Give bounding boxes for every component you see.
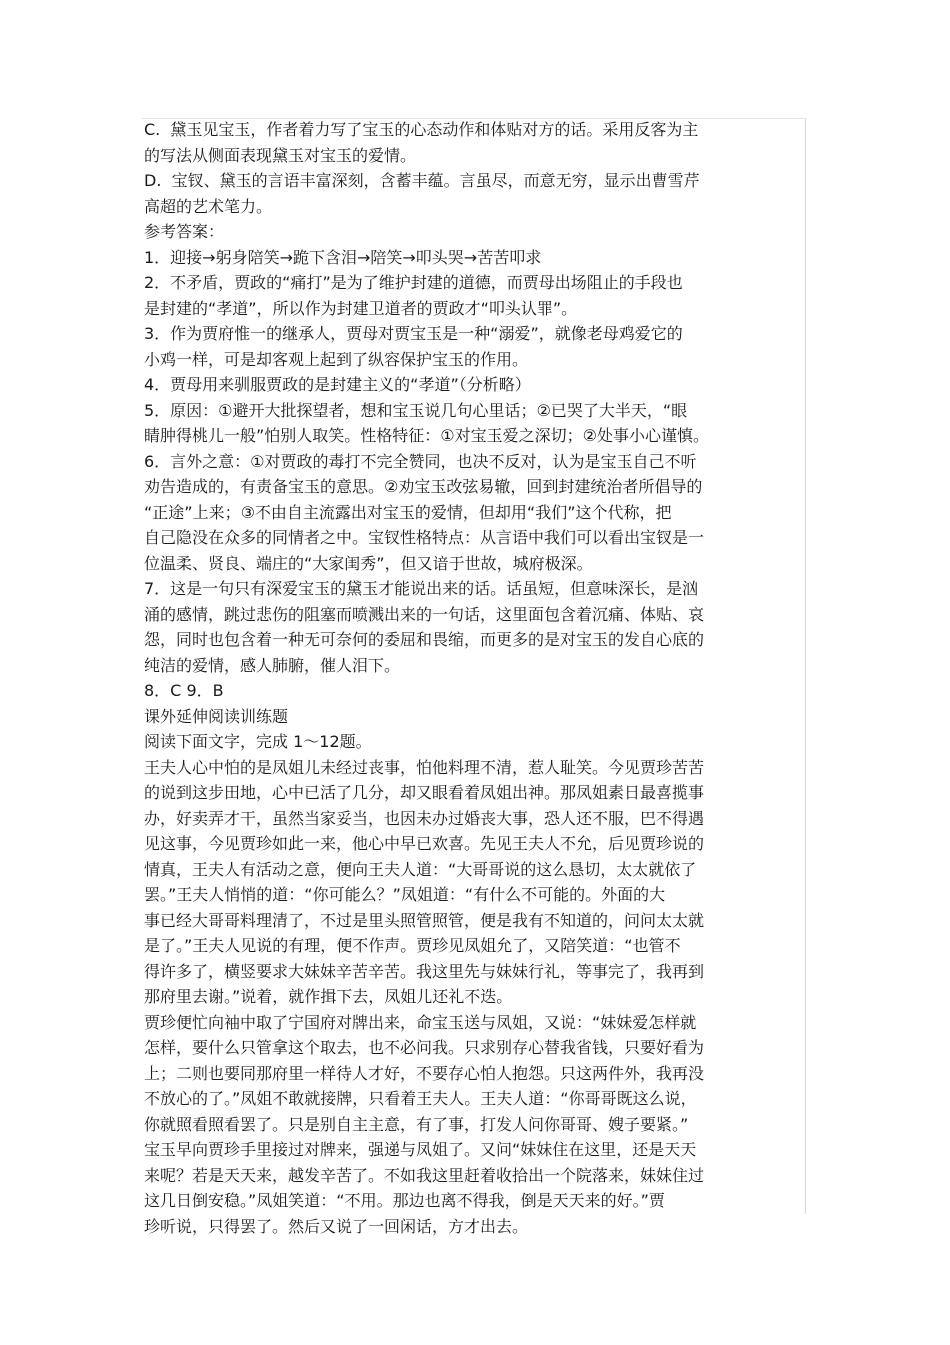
text-line: 情真，王夫人有活动之意，便向王夫人道：“大哥哥说的这么恳切，太太就依了 <box>144 859 697 879</box>
text-line: C. 黛玉见宝玉，作者着力写了宝玉的心态动作和体贴对方的话。采用反客为主 <box>144 120 699 139</box>
text-line: 不放心的了。”凤姐不敢就接牌，只看着王夫人。王夫人道：“你哥哥既这么说， <box>144 1089 697 1108</box>
text-line: 来呢？若是天天来，越发辛苦了。不如我这里赶着收拾出一个院落来，妹妹住过 <box>144 1165 705 1185</box>
text-line: 上；二则也要同那府里一样待人才好，不要存心怕人抱怨。只这两件外，我再没 <box>144 1063 705 1083</box>
text-line: 高超的艺术笔力。 <box>144 196 273 216</box>
section-heading-answers: 参考答案： <box>144 222 225 241</box>
text-line: 这几日倒安稳。”凤姐笑道：“不用。那边也离不得我，倒是天天来的好。”贾 <box>144 1191 665 1210</box>
text-line: 劝告造成的，有责备宝玉的意思。②劝宝玉改弦易辙，回到封建统治者所倡导的 <box>144 477 703 496</box>
text-line: 是了。”王夫人见说的有理，便不作声。贾珍见凤姐允了，又陪笑道：“也管不 <box>144 936 681 955</box>
text-line: 7．这是一句只有深爱宝玉的黛玉才能说出来的话。话虽短，但意味深长，是汹 <box>144 579 699 598</box>
text-line: 你就照看照看罢了。只是别自主主意，有了事，打发人问你哥哥、嫂子要紧。” <box>144 1114 689 1134</box>
text-line: D. 宝钗、黛玉的言语丰富深刻，含蓄丰蕴。言虽尽，而意无穷，显示出曹雪芹 <box>144 171 700 190</box>
document-text-body <box>144 117 804 1239</box>
text-line: 睛肿得桃儿一般”怕别人取笑。性格特征：①对宝玉爱之深切；②处事小心谨慎。 <box>144 426 709 445</box>
text-line: 那府里去谢。”说着，就作揖下去，凤姐儿还礼不迭。 <box>144 987 513 1006</box>
text-line: 罢。”王夫人悄悄的道：“你可能么？”凤姐道：“有什么不可能的。外面的大 <box>144 885 666 904</box>
text-line: 3．作为贾府惟一的继承人，贾母对贾宝玉是一种“溺爱”，就像老母鸡爱它的 <box>144 324 683 343</box>
text-line: 宝玉早向贾珍手里接过对牌来，强递与凤姐了。又问“妹妹住在这里，还是天天 <box>144 1140 697 1159</box>
text-line: “正途”上来；③不由自主流露出对宝玉的爱情，但却用“我们”这个代称，把 <box>144 502 672 522</box>
text-line: 纯洁的爱情，感人肺腑，催人泪下。 <box>144 655 401 675</box>
text-line: 自己隐没在众多的同情者之中。宝钗性格特点：从言语中我们可以看出宝钗是一 <box>144 528 705 547</box>
text-line: 4．贾母用来驯服贾政的是封建主义的“孝道”（分析略） <box>144 375 531 394</box>
text-line: 涌的感情，跳过悲伤的阻塞而喷溅出来的一句话，这里面包含着沉痛、体贴、哀 <box>144 604 705 624</box>
text-line: 见这事，今见贾珍如此一来，他心中早已欢喜。先见王夫人不允，后见贾珍说的 <box>144 834 705 853</box>
text-line: 的说到这步田地，心中已活了几分，却又眼看着凤姐出神。那凤姐素日最喜揽事 <box>144 783 705 802</box>
text-line: 1．迎接→躬身陪笑→跪下含泪→陪笑→叩头哭→苦苦叩求 <box>144 247 542 267</box>
text-line: 6．言外之意：①对贾政的毒打不完全赞同，也决不反对，认为是宝玉自己不听 <box>144 451 697 471</box>
text-line: 贾珍便忙向袖中取了宁国府对牌出来，命宝玉送与凤姐，又说：“妹妹爱怎样就 <box>144 1012 697 1032</box>
text-line: 王夫人心中怕的是凤姐儿未经过丧事，怕他料理不清，惹人耻笑。今见贾珍苦苦 <box>144 757 705 777</box>
text-line: 怎样，要什么只管拿这个取去，也不必问我。只求别存心替我省钱，只要好看为 <box>144 1038 705 1057</box>
text-line: 5．原因：①避开大批探望者，想和宝玉说几句心里话；②已哭了大半天，“眼 <box>144 400 688 420</box>
text-line: 事已经大哥哥料理清了，不过是里头照管照管，便是我有不知道的，问问太太就 <box>144 910 705 930</box>
text-line: 珍听说，只得罢了。然后又说了一回闲话，方才出去。 <box>144 1216 529 1236</box>
text-line: 小鸡一样，可是却客观上起到了纵容保护宝玉的作用。 <box>144 349 529 369</box>
text-line: 8．C 9．B <box>144 681 224 700</box>
text-line: 的写法从侧面表现黛玉对宝玉的爱情。 <box>144 145 417 165</box>
text-line: 是封建的“孝道”，所以作为封建卫道者的贾政才“叩头认罪”。 <box>144 298 578 318</box>
text-line: 怨，同时也包含着一种无可奈何的委屈和畏缩，而更多的是对宝玉的发自心底的 <box>144 630 705 649</box>
page-frame-right-border <box>805 118 806 1214</box>
section-heading-extended-reading: 课外延伸阅读训练题 <box>144 706 289 726</box>
text-line: 得许多了，横竖要求大妹妹辛苦辛苦。我这里先与妹妹行礼，等事完了，我再到 <box>144 961 705 981</box>
text-line: 阅读下面文字，完成 1～12题。 <box>144 732 372 751</box>
text-line: 办，好卖弄才干，虽然当家妥当，也因未办过婚丧大事，恐人还不服，巴不得遇 <box>144 808 705 828</box>
text-line: 位温柔、贤良、端庄的“大家闺秀”，但又谙于世故，城府极深。 <box>144 553 593 573</box>
text-line: 2．不矛盾，贾政的“痛打”是为了维护封建的道德，而贾母出场阻止的手段也 <box>144 273 683 292</box>
